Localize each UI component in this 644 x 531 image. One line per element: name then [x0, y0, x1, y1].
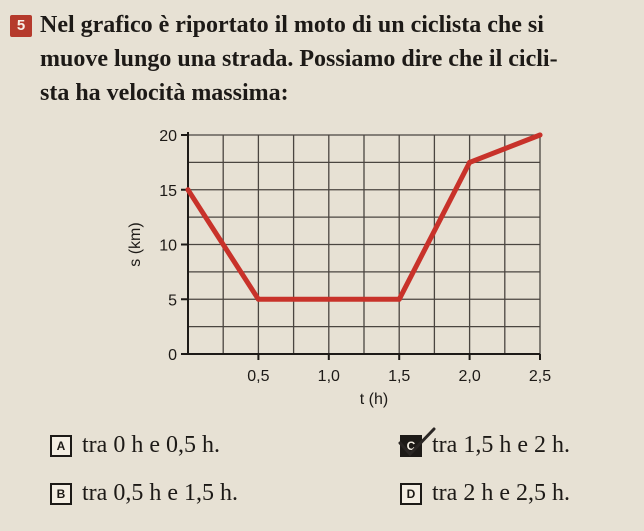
- x-tick-label: 1,0: [317, 368, 340, 385]
- option-b-text: tra 0,5 h e 1,5 h.: [82, 480, 238, 506]
- data-point: [538, 133, 543, 138]
- x-tick-label: 2,0: [458, 368, 481, 385]
- option-b-letter: B: [50, 483, 72, 505]
- checkmark-icon: [398, 427, 438, 457]
- y-tick-label: 20: [159, 128, 177, 145]
- data-point: [256, 297, 261, 302]
- option-d-text: tra 2 h e 2,5 h.: [432, 480, 570, 506]
- option-a-letter: A: [50, 435, 72, 457]
- y-tick-label: 15: [159, 182, 177, 200]
- chart-ticks: [159, 128, 551, 385]
- question-line-1-text: Nel grafico è riportato il moto di un ciclista che si: [40, 12, 544, 38]
- option-a-text: tra 0 h e 0,5 h.: [82, 432, 220, 458]
- chart-grid: [188, 135, 540, 354]
- option-c-text: tra 1,5 h e 2 h.: [432, 432, 570, 458]
- y-tick-label: 0: [168, 347, 177, 364]
- y-tick-label: 10: [159, 237, 177, 255]
- position-time-chart: [110, 120, 580, 410]
- question-line-2: muove lungo una strada. Possiamo dire che il cicli-: [40, 46, 558, 72]
- option-d-letter: D: [400, 483, 422, 505]
- question-line-3: sta ha velocità massima:: [40, 80, 289, 106]
- data-point: [186, 187, 191, 192]
- option-c-letter: [400, 435, 422, 457]
- x-tick-label: 2,5: [528, 368, 552, 385]
- data-point: [397, 297, 402, 302]
- y-axis-label: s (km): [127, 222, 144, 267]
- y-tick-label: 5: [168, 292, 177, 310]
- option-a[interactable]: [50, 432, 220, 459]
- data-point: [467, 160, 472, 165]
- question-line-1: [10, 8, 635, 42]
- option-c[interactable]: [400, 432, 570, 459]
- question-number: 5: [10, 15, 32, 37]
- x-tick-label: 0,5: [247, 368, 270, 385]
- x-axis-label: t (h): [359, 391, 389, 408]
- option-d[interactable]: [400, 480, 570, 507]
- question-text: [10, 8, 635, 110]
- option-b[interactable]: [50, 480, 238, 507]
- x-tick-label: 1,5: [388, 368, 411, 385]
- option-c-letter-text: C: [406, 438, 416, 453]
